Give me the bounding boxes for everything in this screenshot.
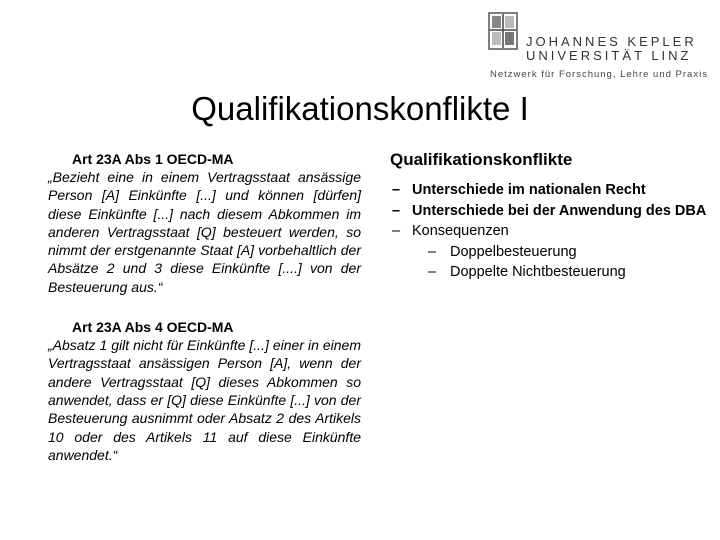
dash-bullet: – (392, 223, 401, 239)
dash-bullet: – (428, 264, 437, 280)
section-title: Qualifikationskonflikte (390, 150, 573, 169)
logo-line-2: UNIVERSITÄT LINZ (526, 48, 692, 63)
article-heading-2: Art 23A Abs 4 OECD-MA (72, 319, 234, 336)
dash-bullet: – (392, 202, 401, 219)
bullet-list (390, 180, 710, 242)
page-title: Qualifikationskonflikte I (191, 90, 529, 127)
article-block-1 (48, 150, 361, 296)
list-item-label: Konsequenzen (412, 223, 509, 239)
sub-list-item (390, 242, 710, 263)
list-item (390, 201, 710, 222)
article-block-2 (48, 318, 361, 464)
sub-list-item (390, 262, 710, 283)
list-item (390, 180, 710, 201)
left-column (48, 150, 361, 464)
dash-bullet: – (392, 182, 401, 198)
sub-list-item-label: Doppelbesteuerung (450, 243, 577, 260)
logo-line-1: JOHANNES KEPLER (526, 34, 697, 49)
article-quote-2: „Absatz 1 gilt nicht für Einkünfte [...] einer in einem Vertragsstaat ansässigen Person [A], wenn der andere Vertragsstaat [Q] dieses Abkommen so anwendet, dass er [Q] diese Einkünfte [...] von der Besteuerung ausnimmt oder Absatz 2 des Artikels 10 oder des Artikels 11 auf diese Einkünfte anwendet.“ (48, 337, 361, 463)
sub-list-item-label: Doppelte Nichtbesteuerung (450, 264, 626, 280)
university-crest-icon (488, 12, 518, 50)
article-heading-1: Art 23A Abs 1 OECD-MA (72, 151, 234, 167)
list-item-label: Unterschiede im nationalen Recht (412, 182, 646, 198)
university-logo (488, 10, 710, 80)
list-item-label: Unterschiede bei der Anwendung des DBA (412, 202, 707, 219)
dash-bullet: – (428, 243, 437, 260)
logo-tagline: Netzwerk für Forschung, Lehre und Praxis (490, 69, 708, 80)
list-item (390, 221, 710, 242)
right-column (390, 150, 710, 283)
article-quote-1: „Bezieht eine in einem Vertragsstaat ansässige Person [A] Einkünfte [...] und können [dürfen] diese Einkünfte [...] nach diesem Abkommen im anderen Vertragsstaat [Q] besteuert werden, so nimmt der erstgenannte Staat [A] vorbehaltlich der Absätze 2 und 3 diese Einkünfte [....] von der Besteuerung aus.“ (48, 169, 361, 295)
sub-bullet-list (390, 242, 710, 283)
